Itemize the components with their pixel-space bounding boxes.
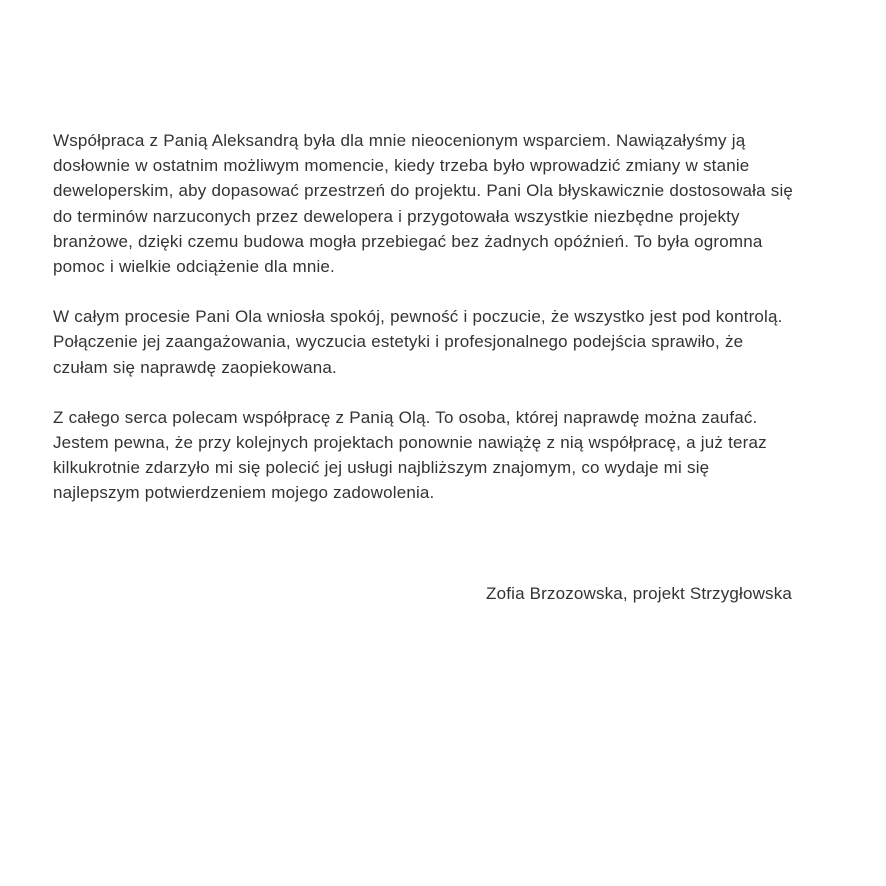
testimonial-paragraph-2: W całym procesie Pani Ola wniosła spokój, pewność i poczucie, że wszystko jest pod kontrolą. Połączenie jej zaangażowania, wyczucia estetyki i profesjonalnego podejścia sprawiło, że czułam się naprawdę zaopiekowana. — [53, 307, 783, 377]
testimonial-body — [53, 128, 801, 506]
testimonial-paragraph-1: Współpraca z Panią Aleksandrą była dla mnie nieocenionym wsparciem. Nawiązałyśmy ją dosłownie w ostatnim możliwym momencie, kiedy trzeba było wprowadzić zmiany w stanie deweloperskim, aby dopasować przestrzeń do projektu. Pani Ola błyskawicznie dostosowała się do terminów narzuconych przez dewelopera i przygotowała wszystkie niezbędne projekty branżowe, dzięki czemu budowa mogła przebiegać bez żadnych opóźnień. To była ogromna pomoc i wielkie odciążenie dla mnie. — [53, 131, 794, 277]
testimonial-paragraph-3: Z całego serca polecam współpracę z Panią Olą. To osoba, której naprawdę można zaufać. Jestem pewna, że przy kolejnych projektach ponownie nawiążę z nią współpracę, a już teraz kilkukrotnie zdarzyło mi się polecić jej usługi najbliższym znajomym, co wydaje mi się najlepszym potwierdzeniem mojego zadowolenia. — [53, 407, 767, 503]
testimonial-signature: Zofia Brzozowska, projekt Strzygłowska — [486, 584, 792, 603]
